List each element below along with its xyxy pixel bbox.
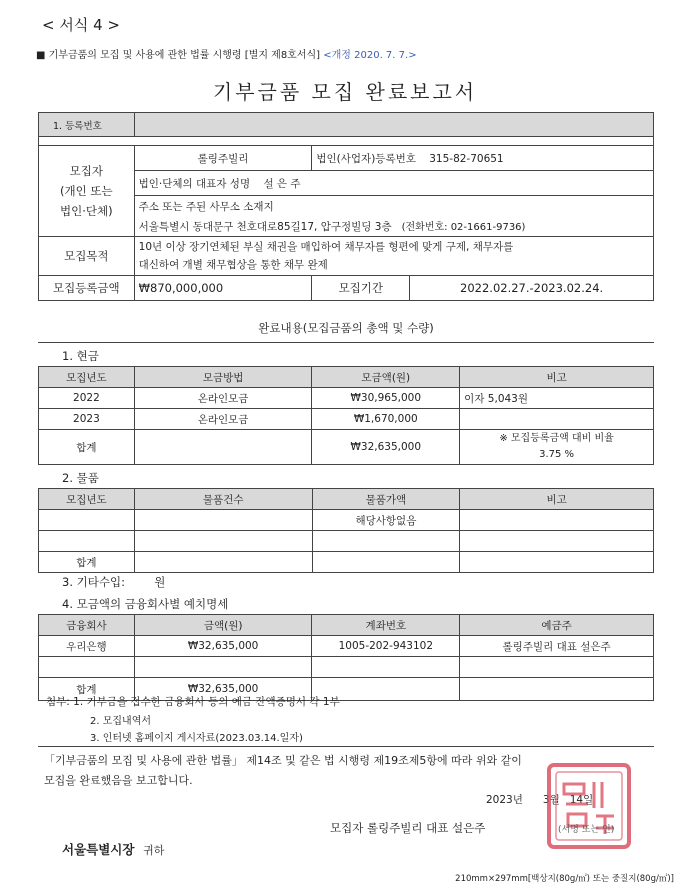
official-seal-stamp <box>546 762 632 850</box>
attachment-1: 첨부: 1. 기부금을 접수한 금융회사 등의 예금 잔액증명서 각 1부 <box>46 696 340 708</box>
signature-mark: (서명 또는 인) <box>558 825 615 835</box>
other-income: 3. 기타수입: 원 <box>62 575 166 589</box>
law-revision: <개정 2020. 7. 7.> <box>323 50 417 61</box>
period-value: 2022.02.27.-2023.02.24. <box>410 276 654 301</box>
cash-total-row: 합계 ₩32,635,000 ※ 모집등록금액 대비 비율 3.75 % <box>39 430 654 465</box>
statement-line-1: 「기부금품의 모집 및 사용에 관한 법률」 제14조 및 같은 법 시행령 제19조제5항에 따라 위와 같이 <box>44 754 522 767</box>
cash-table <box>38 366 654 465</box>
goods-total-label: 합계 <box>39 552 135 573</box>
deposit-section-title: 4. 모금액의 금융회사별 예치명세 <box>62 597 229 611</box>
address: 서울특별시 동대문구 천호대로85길17, 압구정빌딩 3층 <box>138 221 392 233</box>
statement-divider <box>38 746 654 747</box>
reg-no-label: 1. 등록번호 <box>39 113 135 137</box>
table-row: 2023 온라인모금 ₩1,670,000 <box>39 409 654 430</box>
address-label: 주소 또는 주된 사무소 소재지 <box>134 196 653 217</box>
report-date: 2023년 3월 14일 <box>486 794 594 806</box>
corp-number-cell: 법인(사업자)등록번호 315-82-70651 <box>312 146 654 171</box>
goods-section-title: 2. 물품 <box>62 471 99 485</box>
cash-header-row: 모집년도 모금방법 모금액(원) 비고 <box>39 367 654 388</box>
deposit-table <box>38 614 654 701</box>
phone: (전화번호: 02-1661-9736) <box>401 222 526 233</box>
deposit-header-row: 금융회사 금액(원) 계좌번호 예금주 <box>39 615 654 636</box>
attachment-3: 3. 인터넷 홈페이지 게시자료(2023.03.14.일자) <box>90 733 303 744</box>
deposit-total-row: 합계 ₩32,635,000 <box>39 678 654 701</box>
corp-number: 315-82-70651 <box>429 152 504 165</box>
completion-divider <box>38 342 654 343</box>
law-line: ■ 기부금품의 모집 및 사용에 관한 법률 시행령 [별지 제8호서식] <box>36 50 321 61</box>
law-reference <box>36 46 417 61</box>
goods-table <box>38 488 654 573</box>
reg-no-value <box>134 113 653 137</box>
reg-amount-label: 모집등록금액 <box>39 276 135 301</box>
table-row: 2022 온라인모금 ₩30,965,000 이자 5,043원 <box>39 388 654 409</box>
statement-line-2: 모집을 완료했음을 보고합니다. <box>44 774 193 787</box>
recipient: 서울특별시장 귀하 <box>62 842 165 857</box>
info-table <box>38 112 654 301</box>
attachment-2: 2. 모집내역서 <box>90 716 152 727</box>
address-cell <box>134 216 653 237</box>
table-row: 우리은행 ₩32,635,000 1005-202-943102 롤링주빌리 대표 설은주 <box>39 636 654 657</box>
purpose-label: 모집목적 <box>39 237 135 276</box>
completion-title: 완료내용(모집금품의 총액 및 수량) <box>258 321 434 335</box>
signer: 모집자 롤링주빌리 대표 설은주 <box>330 821 486 835</box>
document-title: 기부금품 모집 완료보고서 <box>212 80 478 104</box>
goods-none: 해당사항없음 <box>312 510 460 531</box>
paper-spec: 210mm×297mm[백상지(80g/㎡) 또는 중질지(80g/㎡)] <box>455 874 674 884</box>
form-number: < 서식 4 > <box>42 16 120 34</box>
goods-header-row: 모집년도 물품건수 물품가액 비고 <box>39 489 654 510</box>
period-label: 모집기간 <box>312 276 410 301</box>
reg-amount-value: ₩870,000,000 <box>134 276 312 301</box>
representative-cell: 법인·단체의 대표자 성명 설 은 주 <box>134 171 653 196</box>
recruiter-label: 모집자 (개인 또는 법인·단체) <box>39 146 135 237</box>
cash-section-title: 1. 현금 <box>62 349 99 363</box>
recruiter-name: 롤링주빌리 <box>134 146 312 171</box>
representative-name: 설 은 주 <box>263 177 301 190</box>
purpose-text: 10년 이상 장기연체된 부실 채권을 매입하여 채무자를 형편에 맞게 구제, 채무자를 대신하여 개별 채무협상을 통한 채무 완제 <box>134 237 653 276</box>
